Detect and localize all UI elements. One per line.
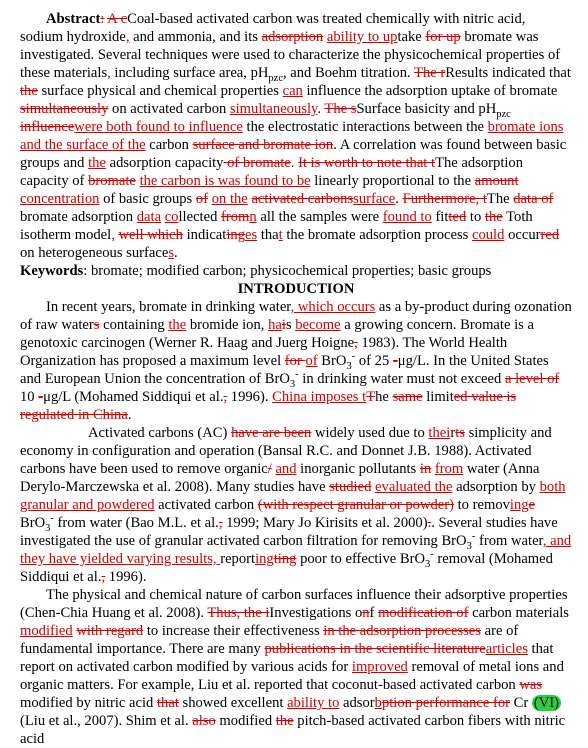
text-run: modified: [215, 713, 276, 729]
inserted-text: can: [282, 83, 303, 99]
deleted-text: -: [38, 389, 44, 405]
deleted-text: ted: [448, 209, 467, 225]
text-run: s: [285, 317, 296, 333]
inserted-text: ,: [125, 29, 130, 45]
deleted-text: T: [366, 389, 376, 405]
deleted-text: ,: [223, 389, 228, 405]
text-run: removal (Mohamed Siddiqui et al.: [20, 551, 553, 585]
text-run: Toth isotherm model: [20, 209, 533, 243]
inserted-text: the: [88, 155, 106, 171]
inserted-text: t: [278, 227, 283, 243]
deleted-text: ption performance for: [381, 695, 510, 711]
text-run: activated carbon: [154, 497, 258, 513]
text-run: of 25: [355, 353, 393, 369]
text-run: linearly proportional to the: [310, 173, 475, 189]
deleted-text: ting: [273, 551, 297, 567]
inserted-text: surface: [353, 191, 396, 207]
inserted-text: data: [136, 209, 162, 225]
inserted-text: the: [168, 317, 187, 333]
inserted-text: , and they have yielded varying results,: [20, 533, 572, 567]
deleted-text: well which: [118, 227, 183, 243]
text-run: Surface basicity and pH: [356, 101, 497, 117]
keywords-text: : bromate; modified carbon; physicochemical properties; basic groups: [83, 263, 492, 279]
text-run: r: [450, 425, 456, 441]
inserted-text: from: [434, 461, 464, 477]
inserted-text: ing: [255, 551, 274, 567]
intro-paragraph-1: [20, 298, 572, 424]
text-run: limit: [422, 389, 454, 405]
deleted-text: of: [195, 191, 209, 207]
deleted-text: It is worth to note that t: [298, 155, 436, 171]
text-run: Coal-based activated carbon was treated chemically with nitric acid, sodium hydroxide: [20, 11, 526, 45]
text-run: .: [127, 407, 132, 423]
text-run: carbon: [145, 137, 193, 153]
text-run: (Liu et al., 2007). Shim et al.: [20, 713, 193, 729]
abstract-label: Abstract: [46, 11, 101, 27]
keywords-line: [20, 262, 572, 280]
inserted-text: become: [295, 317, 341, 333]
text-run: Results indicated that: [445, 65, 571, 81]
subscript-text: 3: [45, 522, 51, 534]
text-run: tha: [257, 227, 279, 243]
abstract-body: [20, 11, 571, 261]
deleted-text: s: [93, 317, 100, 333]
deleted-text: Thus, the i: [207, 605, 270, 621]
deleted-text: ,: [354, 335, 358, 351]
deleted-text: The r: [414, 65, 446, 81]
text-run: llected: [178, 209, 222, 225]
inserted-text: ability to up: [326, 29, 398, 45]
inserted-text: were both found to influence: [74, 119, 243, 135]
text-run: 1983). The World Health Organization has proposed a maximum level: [20, 335, 508, 369]
deleted-text: i: [281, 317, 286, 333]
text-run: on heterogeneous surface: [20, 245, 169, 261]
deleted-text: /: [267, 461, 272, 477]
subscript-text: 3: [346, 360, 352, 372]
text-run: water (Anna Derylo-Marczewska et al. 2008). Many studies have: [20, 461, 540, 495]
deleted-text: bromate: [88, 173, 136, 189]
text-run: Investigations o: [269, 605, 363, 621]
deleted-text: adsorption: [261, 29, 324, 45]
inserted-text: thei: [428, 425, 451, 441]
superscript-text: -: [471, 531, 476, 543]
text-run: bromate was investigated. Several techniques were used to characterize the physicochemical properties of these materials: [20, 29, 561, 81]
text-run: poor to effective BrO: [296, 551, 426, 567]
inserted-text: on the: [211, 191, 248, 207]
text-run: a growing concern. Bromate is a genotoxic carcinogen (Werner R. Haag and Juerg Hoigne: [20, 317, 534, 351]
text-run: pitch-based activated carbon fibers with nitric acid: [20, 713, 566, 747]
text-run: surface physical and chemical properties: [37, 83, 283, 99]
deleted-text: ing: [226, 227, 245, 243]
deleted-text: also: [192, 713, 216, 729]
deleted-text: that: [156, 695, 179, 711]
inserted-text: of: [305, 353, 318, 369]
deleted-text: red: [540, 227, 560, 243]
deleted-text: A c: [107, 11, 128, 27]
text-run: , and Boehm titration.: [282, 65, 415, 81]
abstract-paragraph: [20, 10, 572, 262]
deleted-text: publications in the scientific literature: [264, 641, 486, 657]
deleted-text: (with respect granular or powder): [257, 497, 454, 513]
text-run: containing: [99, 317, 169, 333]
text-run: modified by nitric acid: [20, 695, 157, 711]
text-run: take: [397, 29, 426, 45]
deleted-text: activated carbons: [251, 191, 354, 207]
inserted-text: ,: [111, 227, 115, 243]
inserted-text: ,: [107, 65, 111, 81]
inserted-text: China imposes t: [272, 389, 367, 405]
text-run: f: [369, 605, 379, 621]
text-run: that report on activated carbon modified by various acids for: [20, 641, 554, 675]
text-run: inorganic pollutants: [296, 461, 420, 477]
deleted-text: ,: [218, 515, 223, 531]
deleted-text: in the adsorption processes: [323, 623, 481, 639]
text-run: are of fundamental importance. There are many: [20, 623, 519, 657]
text-run: BrO: [20, 515, 46, 531]
deleted-text: studied: [329, 479, 372, 495]
text-run: 10: [20, 389, 39, 405]
text-run: The adsorption capacity of: [20, 155, 524, 189]
deleted-text: influence: [20, 119, 75, 135]
deleted-text: Furthermore, t: [402, 191, 487, 207]
text-run: .: [290, 155, 299, 171]
deleted-text: e: [528, 497, 536, 513]
text-run: to remov: [453, 497, 510, 513]
inserted-text: articles: [485, 641, 528, 657]
text-run: in drinking water must not exceed: [298, 371, 505, 387]
deleted-text: -: [392, 353, 398, 369]
deleted-text: modification of: [378, 605, 469, 621]
deleted-text: ,: [101, 569, 106, 585]
text-run: showed excellent: [178, 695, 288, 711]
inserted-text: ability to: [287, 695, 340, 711]
inserted-text: found to: [382, 209, 432, 225]
text-run: as a by-product during ozonation of raw water: [20, 299, 572, 333]
text-run: he: [375, 389, 393, 405]
inserted-text: co: [164, 209, 179, 225]
text-run: of basic groups: [99, 191, 196, 207]
text-run: including surface area, pH: [110, 65, 269, 81]
text-run: from water (Bao M.L. et al.: [53, 515, 219, 531]
inserted-text: improved: [351, 659, 408, 675]
text-run: fit: [431, 209, 449, 225]
inserted-text: ing: [509, 497, 529, 513]
deleted-text: simultaneously: [20, 101, 109, 117]
text-run: occur: [504, 227, 541, 243]
text-run: the bromate adsorption process: [282, 227, 472, 243]
text-run: Cr: [509, 695, 532, 711]
deleted-text: the: [20, 83, 38, 99]
text-run: and ammonia, and its: [129, 29, 262, 45]
text-run: .: [395, 191, 403, 207]
deleted-text: for: [284, 353, 306, 369]
text-run: adsorption by: [452, 479, 540, 495]
inserted-text: simultaneously: [229, 101, 318, 117]
inserted-text: , which occurs: [290, 299, 376, 315]
text-run: widely used due to: [311, 425, 429, 441]
subscript-text: pzc: [268, 72, 283, 84]
deleted-text: :: [100, 11, 105, 27]
text-run: to: [466, 209, 485, 225]
highlighted-text: (VI): [533, 695, 559, 711]
inserted-text: s: [168, 245, 174, 261]
inserted-text: es: [245, 227, 258, 243]
deleted-text: The s: [324, 101, 357, 117]
deleted-text: ed value is regulated in China: [20, 389, 517, 423]
text-run: The: [486, 191, 514, 207]
deleted-text: for up: [425, 29, 461, 45]
text-run: simplicity and economy in configuration and operation (Bansal R.C. and Donnet J.B. 1988). Activated carbons have been used to remove organic: [20, 425, 552, 477]
deleted-text: data of: [513, 191, 554, 207]
text-run: . A correlation was found between basic groups and: [20, 137, 567, 171]
superscript-text: -: [351, 351, 356, 363]
superscript-text: -: [430, 549, 434, 561]
subscript-text: pzc: [496, 108, 511, 120]
superscript-text: -: [50, 513, 54, 525]
text-run: to increase their effectiveness: [143, 623, 324, 639]
subscript-text: 3: [466, 540, 472, 552]
text-run: bromide ion,: [186, 317, 269, 333]
deleted-text: .: [427, 515, 432, 531]
text-run: from water: [475, 533, 543, 549]
deleted-text: amount: [474, 173, 519, 189]
deleted-text: of bromate: [223, 155, 291, 171]
text-run: removal of metal ions and organic matters. For example, Liu et al. reported that coconut-based activated carbon: [20, 659, 564, 693]
text-run: BrO: [317, 353, 347, 369]
text-run: influence the adsorption uptake of bromate: [302, 83, 558, 99]
text-run: .: [317, 101, 325, 117]
inserted-text: n: [249, 209, 257, 225]
text-run: 1996).: [227, 389, 273, 405]
text-run: the electrostatic interactions between the: [242, 119, 488, 135]
deleted-text: same: [392, 389, 423, 405]
text-run: report: [220, 551, 256, 567]
text-run: carbon materials: [468, 605, 569, 621]
text-run: indicat: [182, 227, 227, 243]
section-heading: INTRODUCTION: [237, 281, 355, 297]
deleted-text: have are been: [231, 425, 312, 441]
inserted-text: concentration: [20, 191, 100, 207]
deleted-text: a level of: [504, 371, 560, 387]
inserted-text: b: [374, 695, 382, 711]
inserted-text: both granular and powdered: [20, 479, 566, 513]
deleted-text: the: [275, 713, 294, 729]
deleted-text: the: [484, 209, 503, 225]
text-run: μg/L (Mohamed Siddiqui et al.: [43, 389, 224, 405]
text-run: all the samples were: [256, 209, 383, 225]
deleted-text: ts: [455, 425, 465, 441]
inserted-text: ha: [268, 317, 282, 333]
deleted-text: from: [221, 209, 250, 225]
text-run: The physical and chemical nature of carbon surfaces influence their adsorptive properties (Chen-Chia Huang et al. 2008).: [20, 587, 568, 621]
subscript-text: 3: [289, 378, 296, 390]
text-run: μg/L. In the United States and European Union the concentration of BrO: [20, 353, 549, 387]
intro-paragraph-3: [20, 586, 572, 748]
inserted-text: could: [471, 227, 505, 243]
text-run: 1996).: [105, 569, 147, 585]
inserted-text: evaluated the: [375, 479, 453, 495]
inserted-text: and: [275, 461, 297, 477]
superscript-text: -: [295, 369, 299, 381]
keywords-label: Keywords: [20, 263, 84, 279]
text-run: Activated carbons (AC): [88, 425, 232, 441]
deleted-text: in: [419, 461, 432, 477]
inserted-text: modified: [20, 623, 73, 639]
deleted-text: n: [362, 605, 370, 621]
intro-paragraph-2: [20, 424, 572, 586]
subscript-text: 3: [425, 558, 431, 570]
inserted-text: bromate ions and the surface of the: [20, 119, 564, 153]
text-run: .: [174, 245, 178, 261]
text-run: bromate adsorption: [20, 209, 137, 225]
inserted-text: the carbon is was found to be: [139, 173, 311, 189]
text-run: adsor: [339, 695, 375, 711]
deleted-text: surface and bromate ion: [192, 137, 334, 153]
text-run: on activated carbon: [108, 101, 230, 117]
text-run: In recent years, bromate in drinking water: [46, 299, 291, 315]
deleted-text: was: [519, 677, 543, 693]
deleted-text: with regard: [76, 623, 144, 639]
text-run: 1999; Mary Jo Kirisits et al. 2000): [222, 515, 428, 531]
text-run: adsorption capacity: [105, 155, 224, 171]
text-run: . Several studies have investigated the use of granular activated carbon filtration for removing BrO: [20, 515, 558, 549]
